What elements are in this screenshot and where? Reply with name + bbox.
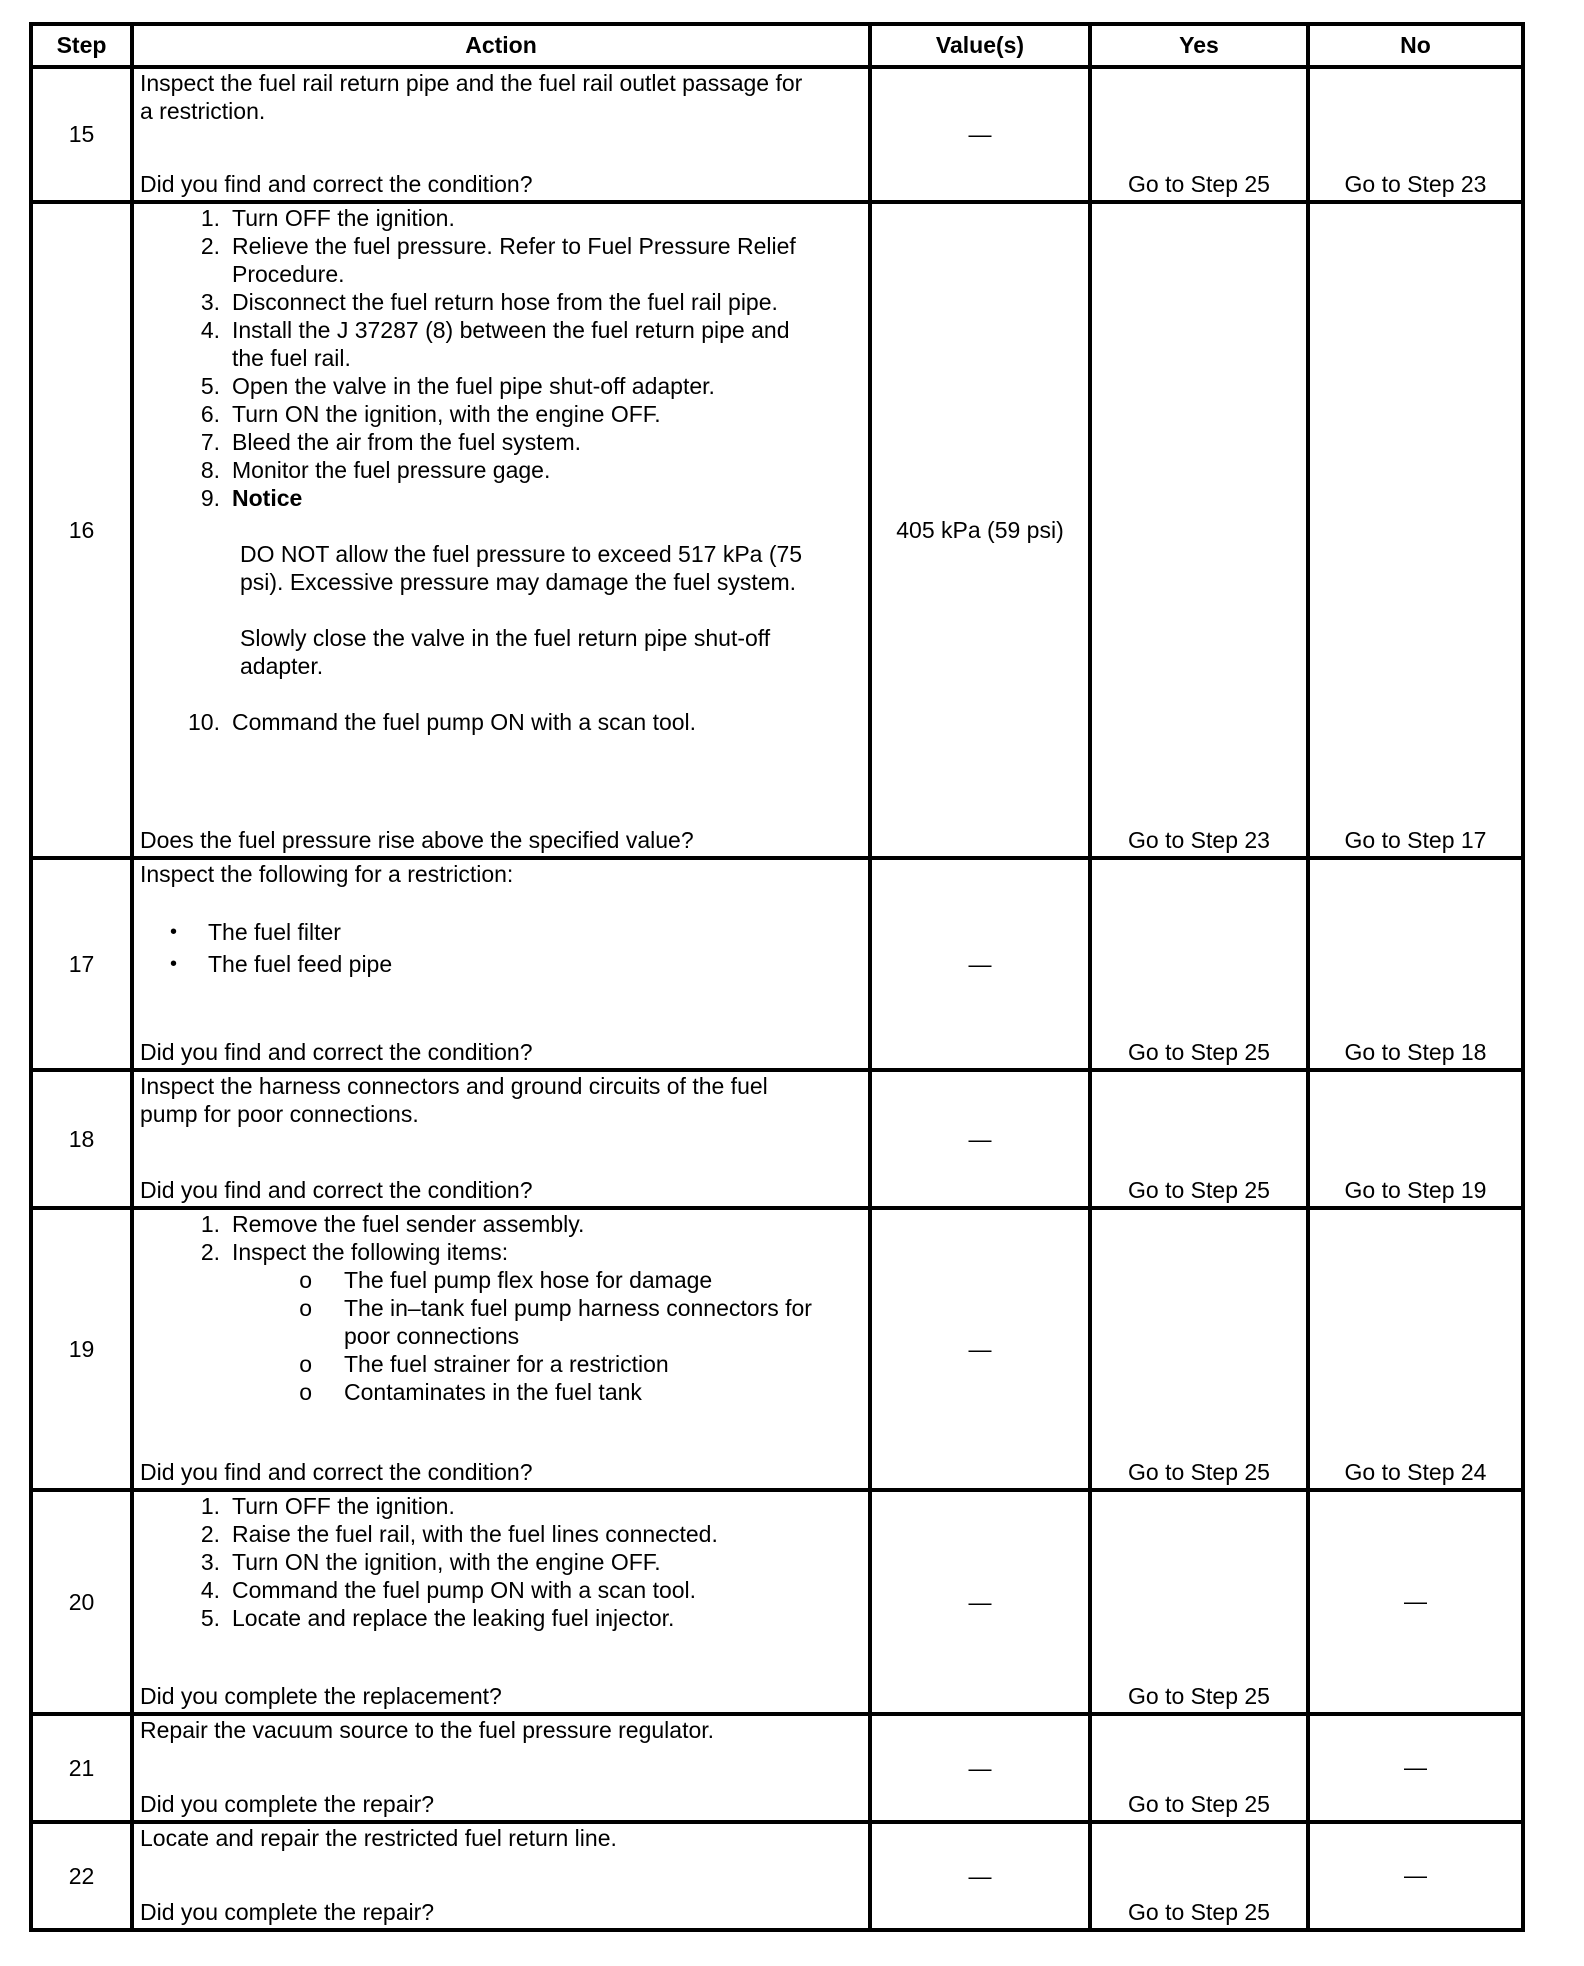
yes-cell: Go to Step 25 bbox=[1090, 858, 1308, 1070]
value-cell: — bbox=[870, 67, 1090, 202]
value-cell: — bbox=[870, 1714, 1090, 1822]
step-number: 19 bbox=[31, 1208, 132, 1490]
list-item: Procedure. bbox=[232, 261, 345, 287]
action-question: Did you find and correct the condition? bbox=[140, 1459, 533, 1485]
step-number: 15 bbox=[31, 67, 132, 202]
instruction-text: adapter. bbox=[240, 653, 324, 679]
list-item: 2. Raise the fuel rail, with the fuel lines connected. bbox=[200, 1521, 718, 1547]
table-row-step-17 bbox=[31, 858, 1523, 1070]
step-number: 21 bbox=[31, 1714, 132, 1822]
step-number: 22 bbox=[31, 1822, 132, 1930]
list-item: 2. Relieve the fuel pressure. Refer to Fuel Pressure Relief bbox=[200, 233, 796, 259]
action-question: Did you find and correct the condition? bbox=[140, 171, 533, 197]
list-item: 5. Open the valve in the fuel pipe shut-off adapter. bbox=[200, 373, 715, 399]
notice-text: DO NOT allow the fuel pressure to exceed 517 kPa (75 bbox=[240, 541, 803, 567]
yes-cell: Go to Step 25 bbox=[1090, 1490, 1308, 1714]
yes-cell: Go to Step 23 bbox=[1090, 202, 1308, 858]
header-yes: Yes bbox=[1090, 24, 1308, 67]
list-item: 4. Install the J 37287 (8) between the fuel return pipe and bbox=[200, 317, 790, 343]
no-cell: Go to Step 19 bbox=[1308, 1070, 1523, 1208]
action-text: Inspect the fuel rail return pipe and the fuel rail outlet passage for bbox=[140, 70, 803, 96]
action-text: Inspect the following for a restriction: bbox=[140, 861, 514, 887]
action-text: Inspect the harness connectors and ground circuits of the fuel bbox=[140, 1073, 768, 1099]
yes-cell: Go to Step 25 bbox=[1090, 1714, 1308, 1822]
action-cell bbox=[132, 858, 870, 1070]
action-question: Did you find and correct the condition? bbox=[140, 1177, 533, 1203]
action-cell bbox=[132, 1822, 870, 1930]
value-cell: — bbox=[870, 858, 1090, 1070]
step-number: 16 bbox=[31, 202, 132, 858]
table-row-step-15 bbox=[31, 67, 1523, 202]
table-row-step-22 bbox=[31, 1822, 1523, 1930]
action-question: Did you find and correct the condition? bbox=[140, 1039, 533, 1065]
list-item: 3. Disconnect the fuel return hose from the fuel rail pipe. bbox=[200, 289, 778, 315]
action-cell bbox=[132, 202, 870, 858]
value-cell: — bbox=[870, 1208, 1090, 1490]
value-cell: 405 kPa (59 psi) bbox=[870, 202, 1090, 858]
step-number: 20 bbox=[31, 1490, 132, 1714]
value-cell: — bbox=[870, 1070, 1090, 1208]
sub-list-item: o The fuel pump flex hose for damage bbox=[299, 1267, 713, 1293]
no-cell: — bbox=[1308, 1822, 1523, 1930]
table-row-step-16 bbox=[31, 202, 1523, 858]
table-row-step-19 bbox=[31, 1208, 1523, 1490]
list-item: 1. Remove the fuel sender assembly. bbox=[200, 1211, 585, 1237]
table-row-step-20 bbox=[31, 1490, 1523, 1714]
list-item: 2. Inspect the following items: bbox=[200, 1239, 509, 1265]
header-action: Action bbox=[132, 24, 870, 67]
no-cell: — bbox=[1308, 1714, 1523, 1822]
action-cell bbox=[132, 1714, 870, 1822]
action-cell bbox=[132, 1070, 870, 1208]
action-question: Did you complete the repair? bbox=[140, 1899, 435, 1925]
diagnostic-table bbox=[29, 22, 1525, 1932]
list-item: 8. Monitor the fuel pressure gage. bbox=[200, 457, 551, 483]
step-number: 18 bbox=[31, 1070, 132, 1208]
step-number: 17 bbox=[31, 858, 132, 1070]
sub-list-item: poor connections bbox=[344, 1323, 520, 1349]
yes-cell: Go to Step 25 bbox=[1090, 1070, 1308, 1208]
table-row-step-18 bbox=[31, 1070, 1523, 1208]
no-cell: Go to Step 17 bbox=[1308, 202, 1523, 858]
bullet-item: • The fuel filter bbox=[169, 919, 341, 945]
list-item: 10. Command the fuel pump ON with a scan tool. bbox=[188, 709, 697, 735]
header-row bbox=[31, 24, 1523, 67]
action-text: Repair the vacuum source to the fuel pressure regulator. bbox=[140, 1717, 715, 1743]
list-item: 1. Turn OFF the ignition. bbox=[200, 205, 455, 231]
sub-list-item: o The fuel strainer for a restriction bbox=[299, 1351, 669, 1377]
list-item: 5. Locate and replace the leaking fuel injector. bbox=[200, 1605, 675, 1631]
list-item: 7. Bleed the air from the fuel system. bbox=[200, 429, 581, 455]
table-row-step-21 bbox=[31, 1714, 1523, 1822]
notice-heading: 9. Notice bbox=[200, 485, 303, 511]
value-cell: — bbox=[870, 1822, 1090, 1930]
yes-cell: Go to Step 25 bbox=[1090, 1822, 1308, 1930]
list-item: 6. Turn ON the ignition, with the engine OFF. bbox=[200, 401, 661, 427]
action-question: Does the fuel pressure rise above the specified value? bbox=[140, 827, 694, 853]
header-step: Step bbox=[31, 24, 132, 67]
action-cell bbox=[132, 1490, 870, 1714]
action-question: Did you complete the replacement? bbox=[140, 1683, 502, 1709]
bullet-item: • The fuel feed pipe bbox=[169, 951, 393, 977]
yes-cell: Go to Step 25 bbox=[1090, 1208, 1308, 1490]
header-values: Value(s) bbox=[870, 24, 1090, 67]
no-cell: Go to Step 18 bbox=[1308, 858, 1523, 1070]
action-text: Locate and repair the restricted fuel return line. bbox=[140, 1825, 617, 1851]
list-item: 4. Command the fuel pump ON with a scan tool. bbox=[200, 1577, 697, 1603]
action-text: pump for poor connections. bbox=[140, 1101, 419, 1127]
action-cell bbox=[132, 67, 870, 202]
sub-list-item: o Contaminates in the fuel tank bbox=[299, 1379, 642, 1405]
list-item: the fuel rail. bbox=[232, 345, 351, 371]
sub-list-item: o The in–tank fuel pump harness connectors for bbox=[299, 1295, 812, 1321]
no-cell: Go to Step 23 bbox=[1308, 67, 1523, 202]
no-cell: Go to Step 24 bbox=[1308, 1208, 1523, 1490]
yes-cell: Go to Step 25 bbox=[1090, 67, 1308, 202]
action-text: a restriction. bbox=[140, 98, 266, 124]
list-item: 3. Turn ON the ignition, with the engine OFF. bbox=[200, 1549, 661, 1575]
value-cell: — bbox=[870, 1490, 1090, 1714]
no-cell: — bbox=[1308, 1490, 1523, 1714]
list-item: 1. Turn OFF the ignition. bbox=[200, 1493, 455, 1519]
action-cell bbox=[132, 1208, 870, 1490]
header-no: No bbox=[1308, 24, 1523, 67]
instruction-text: Slowly close the valve in the fuel return pipe shut-off bbox=[240, 625, 771, 651]
action-question: Did you complete the repair? bbox=[140, 1791, 435, 1817]
notice-text: psi). Excessive pressure may damage the fuel system. bbox=[240, 569, 797, 595]
